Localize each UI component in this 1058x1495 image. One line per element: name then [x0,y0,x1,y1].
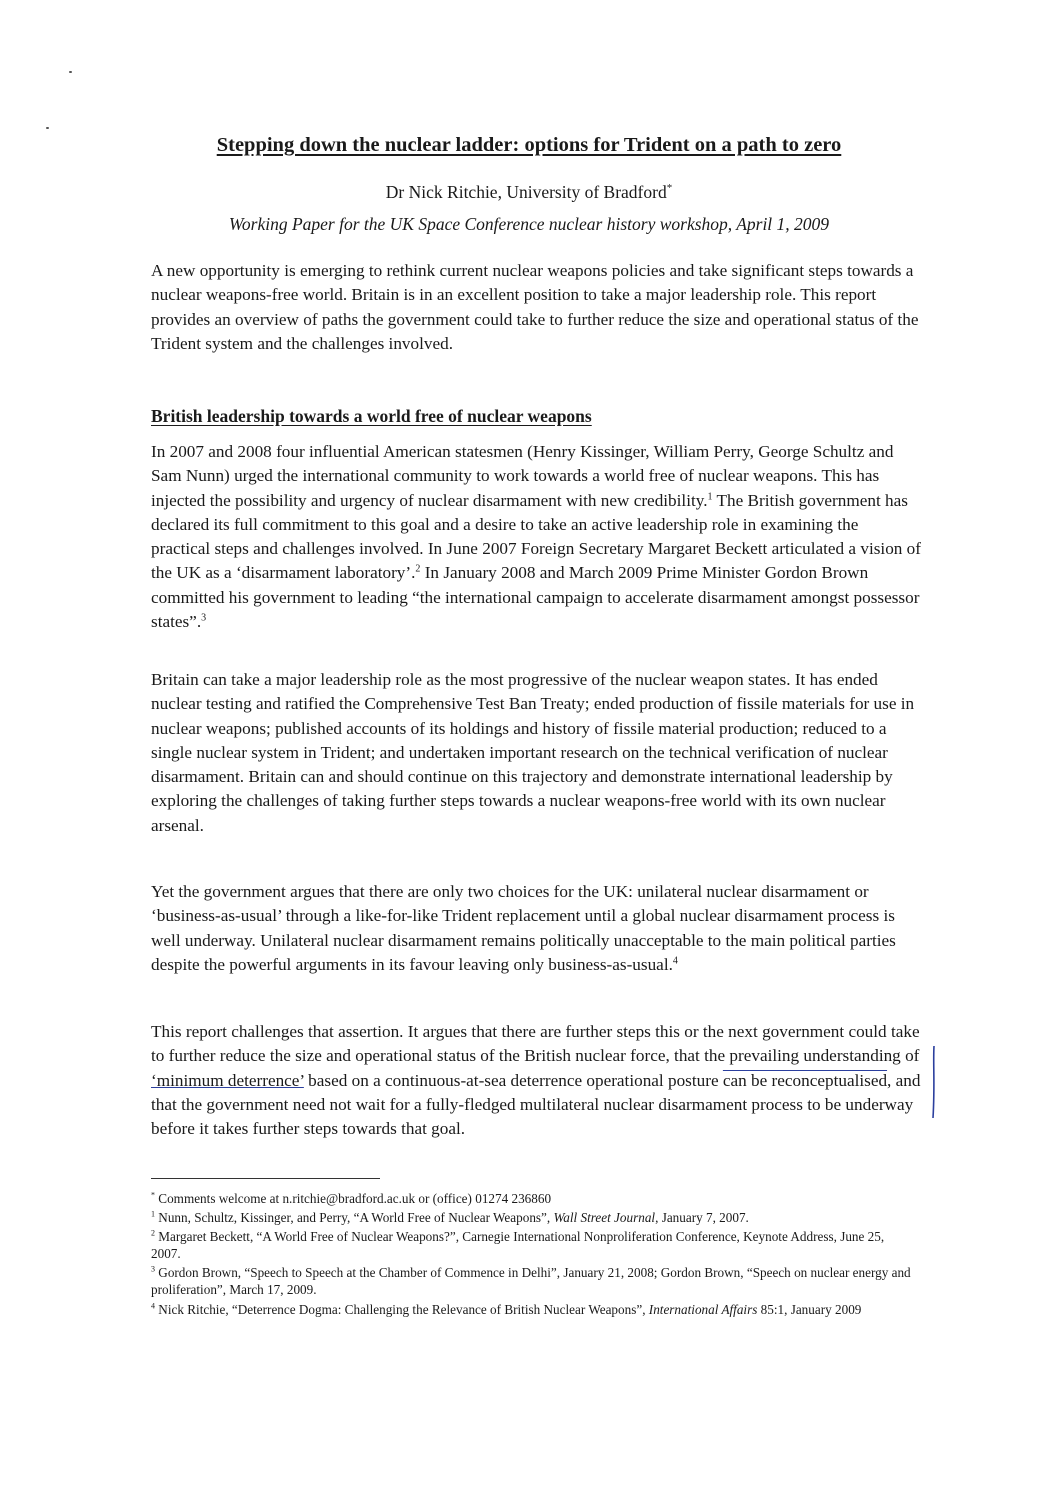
author-line [0,182,1058,203]
footnote-2: $^2$ Margaret Beckett, “A World Free of Nuclear Weapons?”, Carnegie International Nonproliferation Conference, Keynote Address, June 25, 2007. [151,1228,885,1261]
document-subtitle: Working Paper for the UK Space Conference nuclear history workshop, April 1, 2009 [228,214,830,234]
footnote-ref-4: 4 [672,955,678,967]
footnote-1-source: Wall Street Journal [553,1210,656,1225]
margin-pen-mark [928,1044,940,1120]
body-paragraph-1: In 2007 and 2008 four influential American statesmen (Henry Kissinger, William Perry, George Schultz and Sam Nunn) urged the international community to work towards a world free of nuclear weapons. This has injected the possibility and urgency of nuclear disarmament with new credibility.$^1$ The British government has declared its full commitment to this goal and a desire to take an active leadership role in examining the practical steps and challenges involved. In June 2007 Foreign Secretary Margaret Beckett articulated a vision of the UK as a ‘disarmament laboratory’.$^2$ In January 2008 and March 2009 Prime Minister Gordon Brown committed his government to leading “the international campaign to accelerate disarmament amongst possessor states”.$^3$ [151,442,921,632]
document-title: Stepping down the nuclear ladder: options for Trident on a path to zero [216,134,842,156]
footnote-ref-1: 1 [707,490,713,502]
footnote-3: $^3$ Gordon Brown, “Speech to Speech at the Chamber of Commence in Delhi”, January 21, 2008; Gordon Brown, “Speech on nuclear energy and proliferation”, March 17, 2009. [151,1264,911,1297]
annotated-phrase-reconceptualised: can be reconceptualised [722,1070,888,1090]
body-paragraph-3: Yet the government argues that there are only two choices for the UK: unilateral nuclear disarmament or ‘business-as-usual’ through a like-for-like Trident replacement until a global nuclear disarmament process is well underway. Unilateral nuclear disarmament remains politically unacceptable to the main political parties despite the powerful arguments in its favour leaving only business-as-usual.$^4$ [151,882,896,974]
scan-speck [69,71,72,73]
section-heading: British leadership towards a world free of nuclear weapons [151,406,592,426]
scan-speck [46,127,49,129]
footnote-1: $^1$ Nunn, Schultz, Kissinger, and Perry, “A World Free of Nuclear Weapons”, Wall Street Journal, January 7, 2007. [151,1209,749,1225]
intro-paragraph: A new opportunity is emerging to rethink current nuclear weapons policies and take significant steps towards a nuclear weapons-free world. Britain is in an excellent position to take a major leadership role. This report provides an overview of paths the government could take to further reduce the size and operational status of the Trident system and the challenges involved. [151,261,919,353]
footnote-4: $^4$ Nick Ritchie, “Deterrence Dogma: Challenging the Relevance of British Nuclear Weapons”, International Affairs 85:1, January 2009 [151,1301,862,1317]
annotated-phrase-minimum-deterrence: ‘minimum deterrence’ [151,1070,304,1090]
body-paragraph-4: This report challenges that assertion. It argues that there are further steps this or the next government could take to further reduce the size and operational status of the British nuclear force, that the prevailing understanding of ‘minimum deterrence’ based on a continuous-at-sea deterrence operational posture can be reconceptualised, and that the government need not wait for a fully-fledged multilateral nuclear disarmament process to be underway before it takes further steps towards that goal. [151,1022,921,1139]
footnote-separator [151,1178,380,1179]
footnote-ref-2: 2 [415,563,421,575]
footnote-star: * Comments welcome at n.ritchie@bradford.ac.uk or (office) 01274 236860 [151,1190,552,1206]
body-paragraph-2: Britain can take a major leadership role as the most progressive of the nuclear weapon states. It has ended nuclear testing and ratified the Comprehensive Test Ban Treaty; ended production of fissile materials for use in nuclear weapons; published accounts of its holdings and history of fissile material production; reduced to a single nuclear system in Trident; and undertaken important research on the technical verification of nuclear disarmament. Britain can and should continue on this trajectory and demonstrate international leadership by exploring the challenges of taking further steps towards a nuclear weapons-free world with its own nuclear arsenal. [151,670,915,835]
author-name: Dr Nick Ritchie, University of Bradford [385,182,667,202]
footnote-ref-3: 3 [201,612,207,624]
footnote-4-source: International Affairs [648,1302,758,1317]
author-note-marker: * [666,182,673,195]
